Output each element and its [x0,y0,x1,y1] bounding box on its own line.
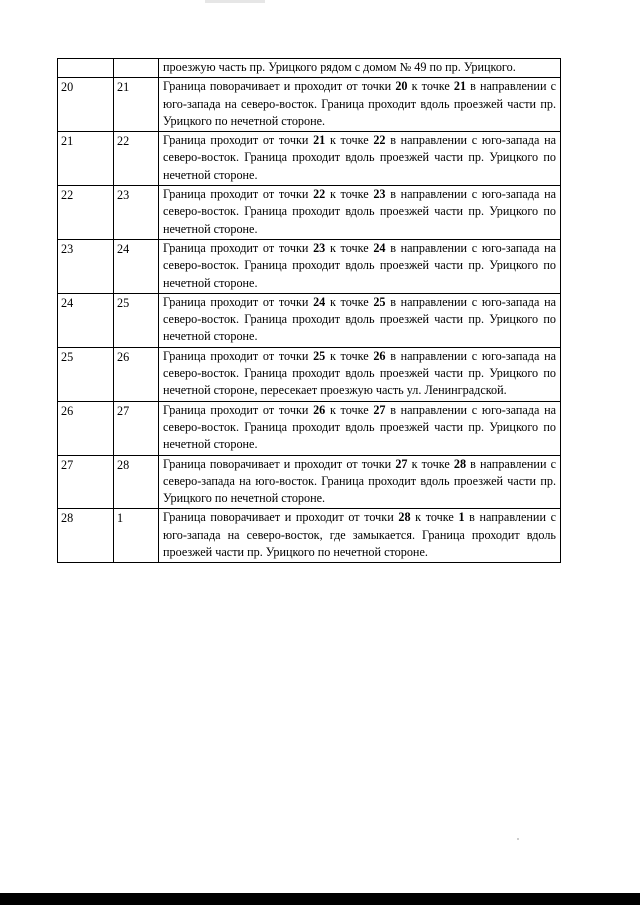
table-row [58,401,561,455]
point-to-cell: 22 [114,132,159,186]
point-number: 23 [373,187,386,202]
point-to-cell: 27 [114,401,159,455]
boundary-description-cell [159,455,561,509]
boundary-description-cell [159,293,561,347]
boundary-description-cell [159,186,561,240]
point-number: 28 [398,510,411,525]
point-to-cell: 24 [114,239,159,293]
point-number: 21 [313,133,326,148]
description-text: Граница проходит от точки [163,133,314,148]
table-row [58,455,561,509]
description-text: в направлении с юго-запада на северо-восток, где замыкается. Граница проходит вдоль проезжей части пр. Урицкого по нечетной стороне. [163,510,556,560]
point-number: 21 [453,79,467,94]
point-number: 26 [313,402,326,417]
description-text: в направлении с юго-запада на северо-восток. Граница проходит вдоль проезжей части пр. Урицкого по нечетной стороне. [163,240,557,290]
table-row [58,78,561,132]
point-number: 22 [373,133,386,148]
table-row [58,186,561,240]
description-text: в направлении с северо-запада на юго-восток. Граница проходит вдоль проезжей части пр. Урицкого по нечетной стороне. [163,456,556,506]
description-text: к точке [410,510,459,525]
point-number: 27 [373,402,386,417]
description-text: к точке [325,133,374,148]
point-to-cell: 21 [114,78,159,132]
point-from-cell: 25 [58,347,114,401]
boundary-description-cell [159,59,561,78]
description-text: Граница проходит от точки [163,402,314,417]
boundary-description-cell [159,401,561,455]
point-from-cell: 24 [58,293,114,347]
table-row [58,132,561,186]
description-text: в направлении с юго-запада на северо-восток. Граница проходит вдоль проезжей части пр. Урицкого по нечетной стороне, пересекает проезжую часть ул. Ленинградской. [163,348,557,398]
description-text: к точке [325,294,374,309]
boundary-description-cell [159,509,561,563]
point-number: 1 [458,510,465,525]
description-text: в направлении с юго-запада на северо-восток. Граница проходит вдоль проезжей части пр. Урицкого по нечетной стороне. [163,402,557,452]
table-body [58,59,561,563]
point-number: 24 [373,240,386,255]
point-to-cell [114,59,159,78]
scan-bottom-edge [0,893,640,905]
point-to-cell: 28 [114,455,159,509]
point-number: 28 [453,456,467,471]
description-text: Граница поворачивает и проходит от точки [163,79,396,94]
description-text: к точке [325,402,374,417]
table-row [58,293,561,347]
boundary-description-cell [159,239,561,293]
point-from-cell [58,59,114,78]
boundary-points-table [57,58,561,563]
point-number: 26 [373,348,386,363]
point-number: 25 [313,348,326,363]
point-to-cell: 26 [114,347,159,401]
table-row [58,347,561,401]
description-text: в направлении с юго-запада на северо-восток. Граница проходит вдоль проезжей части пр. Урицкого по нечетной стороне. [163,294,557,344]
description-text: в направлении с юго-запада на северо-восток. Граница проходит вдоль проезжей части пр. Урицкого по нечетной стороне. [163,187,557,236]
point-from-cell: 23 [58,239,114,293]
table-row [58,239,561,293]
description-text: Граница проходит от точки [163,294,314,309]
description-text: к точке [325,348,374,363]
description-text: Граница проходит от точки [163,348,314,363]
point-number: 23 [313,240,326,255]
point-to-cell: 1 [114,509,159,563]
description-text: Граница поворачивает и проходит от точки [163,510,399,525]
scan-speck [517,838,519,840]
point-to-cell: 23 [114,186,159,240]
point-from-cell: 22 [58,186,114,240]
point-from-cell: 28 [58,509,114,563]
point-number: 20 [395,79,408,94]
boundary-description-cell [159,347,561,401]
point-to-cell: 25 [114,293,159,347]
description-text: к точке [407,456,454,471]
point-number: 27 [395,456,408,471]
description-text: к точке [325,187,374,202]
description-text: Граница поворачивает и проходит от точки [163,456,396,471]
description-text: в направлении с юго-запада на северо-восток. Граница проходит вдоль проезжей части пр. Урицкого по нечетной стороне. [163,133,557,182]
boundary-description-cell [159,78,561,132]
scan-artifact-top [205,0,265,3]
description-text: Граница проходит от точки [163,240,314,255]
description-text: к точке [407,79,454,94]
point-from-cell: 27 [58,455,114,509]
point-number: 22 [313,187,326,202]
description-text: к точке [325,240,374,255]
point-from-cell: 26 [58,401,114,455]
description-text: Граница проходит от точки [163,187,314,202]
table-row [58,59,561,78]
boundary-description-cell [159,132,561,186]
point-number: 25 [373,294,386,309]
table-row [58,509,561,563]
description-text: в направлении с юго-запада на северо-восток. Граница проходит вдоль проезжей части пр. Урицкого по нечетной стороне. [163,79,556,128]
point-number: 24 [313,294,326,309]
description-text: проезжую часть пр. Урицкого рядом с домом № 49 по пр. Урицкого. [163,60,516,74]
point-from-cell: 21 [58,132,114,186]
point-from-cell: 20 [58,78,114,132]
